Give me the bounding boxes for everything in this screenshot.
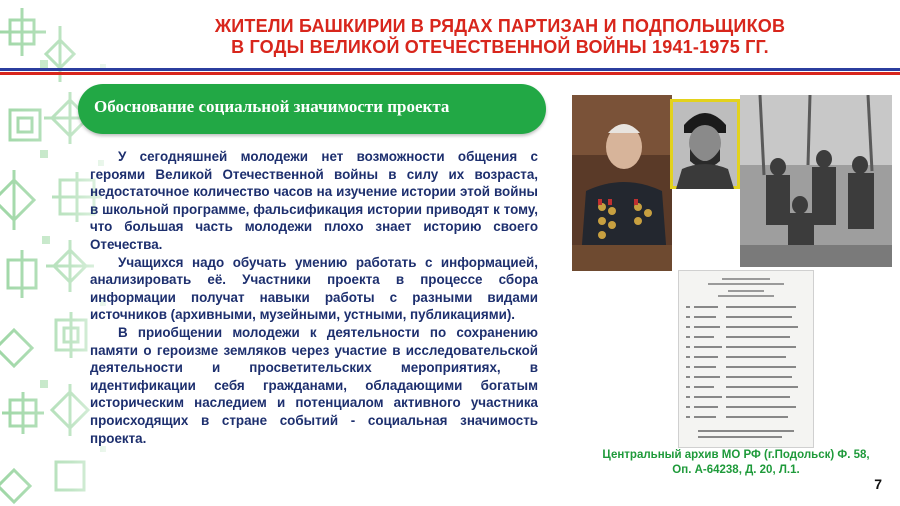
blue-stripe bbox=[0, 68, 900, 71]
paragraph-3: В приобщении молодежи к деятельности по сохранению памяти о героизме земляков через участие в исследовательской деятельности и просветительских мероприятиях, в идентификации себя гражданами, обладающими богатым историческим наследием и потенциалом активного участника происходящих в стране событий - социальная значимость проекта. bbox=[90, 324, 538, 446]
section-heading: Обоснование социальной значимости проекта bbox=[94, 97, 450, 116]
flag-stripes bbox=[0, 68, 900, 76]
paragraph-2: Учащихся надо обучать умению работать с информацией, анализировать её. Участники проекта в процессе сбора информации получат навыки работы с разными видами источников (архивными, музейными, устными, публикациями). bbox=[90, 254, 538, 323]
page-number: 7 bbox=[874, 476, 882, 492]
caption-line-1: Центральный архив МО РФ (г.Подольск) Ф. 58, bbox=[602, 449, 870, 461]
paragraph-1: У сегодняшней молодежи нет возможности общения с героями Великой Отечественной войны в силу их возраста, недостаточное количество часов на изучение истории этой войны в школьной программе, фальсификация истории приводят к тому, что большая часть молодежи плохо знает историю своего Отечества. bbox=[90, 149, 538, 252]
archive-document-image bbox=[678, 270, 814, 448]
slide-title bbox=[130, 16, 870, 58]
veteran-photo bbox=[572, 95, 672, 271]
partisan-portrait-photo bbox=[670, 99, 740, 189]
title-line-1: ЖИТЕЛИ БАШКИРИИ В РЯДАХ ПАРТИЗАН И ПОДПОЛЬЩИКОВ bbox=[214, 16, 786, 36]
partisans-group-photo bbox=[740, 95, 892, 267]
archive-caption bbox=[596, 448, 876, 478]
title-line-2: В ГОДЫ ВЕЛИКОЙ ОТЕЧЕСТВЕННОЙ ВОЙНЫ 1941-1975 ГГ. bbox=[231, 37, 769, 57]
red-stripe bbox=[0, 72, 900, 75]
body-text bbox=[90, 148, 538, 447]
caption-line-2: Оп. А-64238, Д. 20, Л.1. bbox=[672, 464, 800, 476]
